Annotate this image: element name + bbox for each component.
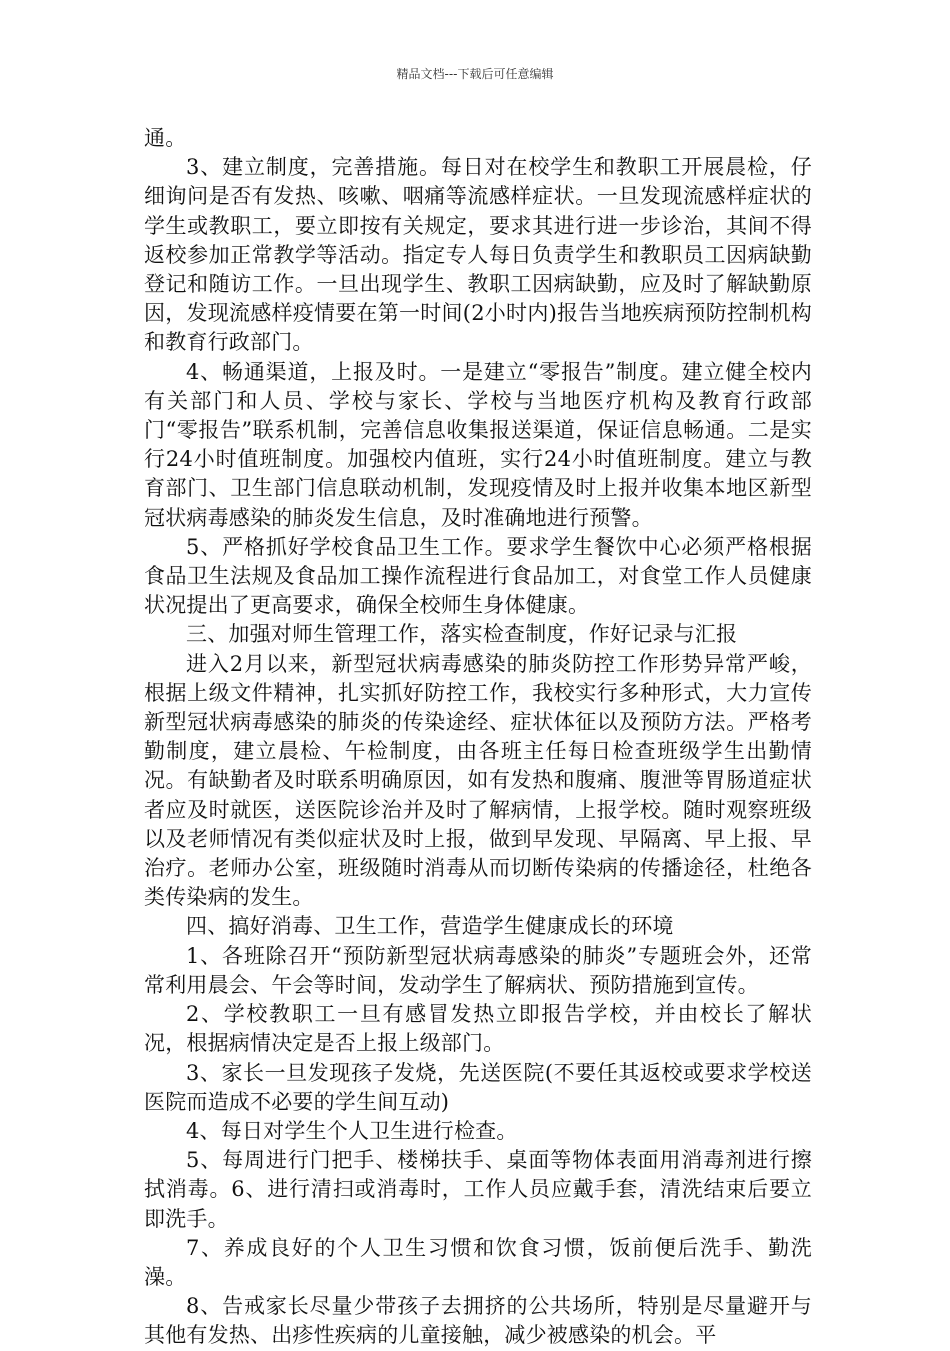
paragraph-continuation: 通。 [144,126,187,150]
paragraph-item-3-system: 3、建立制度，完善措施。每日对在校学生和教职工开展晨检，仔细询问是否有发热、咳嗽、咽痛等流感样症状。一旦发现流感样症状的学生或教职工，要立即按有关规定，要求其进行进一步诊治，其间不得返校参加正常教学等活动。指定专人每日负责学生和教职员工因病缺勤登记和随访工作。一旦出现学生、教职工因病缺勤，应及时了解缺勤原因，发现流感样疫情要在第一时间(2小时内)报告当地疾病预防控制机构和教育行政部门。 [144,155,812,355]
paragraph-item-2-staff-report: 2、学校教职工一旦有感冒发热立即报告学校，并由校长了解状况，根据病情决定是否上报上级部门。 [144,1002,812,1056]
paragraph-item-7-habits: 7、养成良好的个人卫生习惯和饮食习惯，饭前便后洗手、勤洗澡。 [144,1235,812,1289]
page-header: 精品文档---下载后可任意编辑 [396,67,554,81]
section-heading-3: 三、加强对师生管理工作，落实检查制度，作好记录与汇报 [186,622,738,647]
section-heading-4: 四、搞好消毒、卫生工作，营造学生健康成长的环境 [186,914,674,939]
paragraph-february: 进入2月以来，新型冠状病毒感染的肺炎防控工作形势异常严峻，根据上级文件精神，扎实抓好防控工作，我校实行多种形式，大力宣传新型冠状病毒感染的肺炎的传染途经、症状体征以及预防方法。严格考勤制度，建立晨检、午检制度，由各班主任每日检查班级学生出勤情况。有缺勤者及时联系明确原因，如有发热和腹痛、腹泄等胃肠道症状者应及时就医，送医院诊治并及时了解病情，上报学校。随时观察班级以及老师情况有类似症状及时上报，做到早发现、早隔离、早上报、早治疗。老师办公室，班级随时消毒从而切断传染病的传播途径，杜绝各类传染病的发生。 [144,651,812,910]
document-body [144,124,812,1351]
paragraph-item-8-public-places: 8、告戒家长尽量少带孩子去拥挤的公共场所，特别是尽量避开与其他有发热、出疹性疾病的儿童接触，减少被感染的机会。平 [144,1294,812,1348]
paragraph-item-4-channels: 4、畅通渠道，上报及时。一是建立“零报告”制度。建立健全校内有关部门和人员、学校与家长、学校与当地医疗机构及教育行政部门“零报告”联系机制，完善信息收集报送渠道，保证信息畅通。二是实行24小时值班制度。加强校内值班，实行24小时值班制度。建立与教育部门、卫生部门信息联动机制，发现疫情及时上报并收集本地区新型冠状病毒感染的肺炎发生信息，及时准确地进行预警。 [144,359,812,530]
paragraph-item-5-food-hygiene: 5、严格抓好学校食品卫生工作。要求学生餐饮中心必须严格根据食品卫生法规及食品加工操作流程进行食品加工，对食堂工作人员健康状况提出了更高要求，确保全校师生身体健康。 [144,534,812,618]
paragraph-item-4-hygiene-check: 4、每日对学生个人卫生进行检查。 [186,1118,518,1143]
paragraph-item-5-disinfection: 5、每周进行门把手、楼梯扶手、桌面等物体表面用消毒剂进行擦拭消毒。6、进行清扫或消毒时，工作人员应戴手套，清洗结束后要立即洗手。 [144,1148,812,1231]
paragraph-item-1-class-meeting: 1、各班除召开“预防新型冠状病毒感染的肺炎”专题班会外，还常常利用晨会、午会等时间，发动学生了解病状、预防措施到宣传。 [144,943,812,997]
paragraph-item-3-parents: 3、家长一旦发现孩子发烧，先送医院(不要任其返校或要求学校送医院而造成不必要的学生间互动) [144,1060,812,1114]
